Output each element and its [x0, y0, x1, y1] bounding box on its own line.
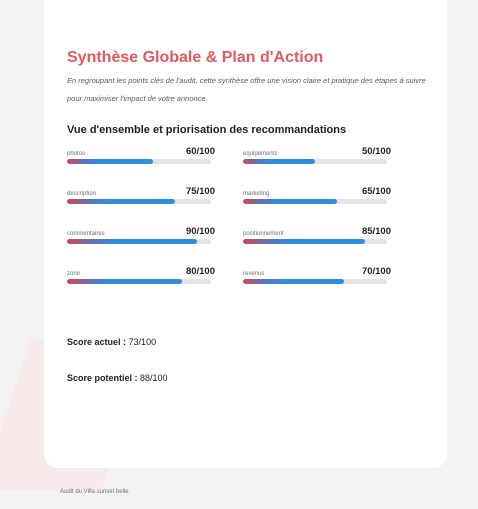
progress-track	[67, 199, 211, 204]
metric-label: equipements	[243, 151, 278, 157]
metric-score: 75/100	[185, 186, 215, 197]
progress-fill	[243, 199, 337, 204]
progress-fill	[67, 279, 182, 284]
metric-score: 60/100	[185, 146, 215, 157]
metric-photos	[67, 146, 215, 168]
metric-zone	[67, 266, 215, 288]
metric-label: description	[67, 191, 97, 197]
progress-track	[67, 279, 211, 284]
progress-fill	[67, 199, 175, 204]
metric-marketing	[243, 186, 391, 208]
progress-track	[243, 279, 387, 284]
metric-revenus	[243, 266, 391, 288]
progress-fill	[243, 279, 344, 284]
metric-label: marketing	[243, 191, 270, 197]
metric-score: 65/100	[361, 186, 391, 197]
metric-score: 85/100	[361, 226, 391, 237]
potential-score-label: Score potentiel :	[67, 373, 138, 383]
metric-description	[67, 186, 215, 208]
current-score-value: 73/100	[128, 337, 157, 347]
metric-commentaires	[67, 226, 215, 248]
metric-label: revenus	[243, 271, 265, 277]
progress-track	[67, 239, 211, 244]
section-subtitle: Vue d'ensemble et priorisation des recommandations	[67, 124, 347, 136]
page-title: Synthèse Globale & Plan d'Action	[67, 49, 324, 66]
progress-fill	[67, 239, 197, 244]
metric-score: 50/100	[361, 146, 391, 157]
metric-label: positionnement	[243, 231, 284, 237]
potential-score-value: 88/100	[140, 373, 168, 383]
metric-positionnement	[243, 226, 391, 248]
metric-label: zone	[67, 271, 81, 277]
progress-track	[243, 199, 387, 204]
metric-label: photos	[67, 151, 86, 157]
progress-track	[243, 159, 387, 164]
metric-score: 70/100	[361, 266, 391, 277]
metric-equipements	[243, 146, 391, 168]
progress-fill	[243, 159, 315, 164]
progress-fill	[67, 159, 153, 164]
potential-score	[67, 373, 168, 383]
metric-score: 80/100	[185, 266, 215, 277]
intro-text: En regroupant les points clés de l'audit, cette synthèse offre une vision claire et pratique des étapes à suivre pour maximiser l'impact de votre annonce.	[67, 76, 426, 103]
current-score	[67, 337, 156, 347]
metric-label: commentaires	[67, 231, 105, 237]
metric-score: 90/100	[185, 226, 215, 237]
progress-fill	[243, 239, 365, 244]
footer-text: Audit du Villa sunset belle	[60, 489, 129, 495]
current-score-label: Score actuel :	[67, 337, 127, 347]
progress-track	[243, 239, 387, 244]
progress-track	[67, 159, 211, 164]
synthesis-card	[44, 0, 447, 468]
